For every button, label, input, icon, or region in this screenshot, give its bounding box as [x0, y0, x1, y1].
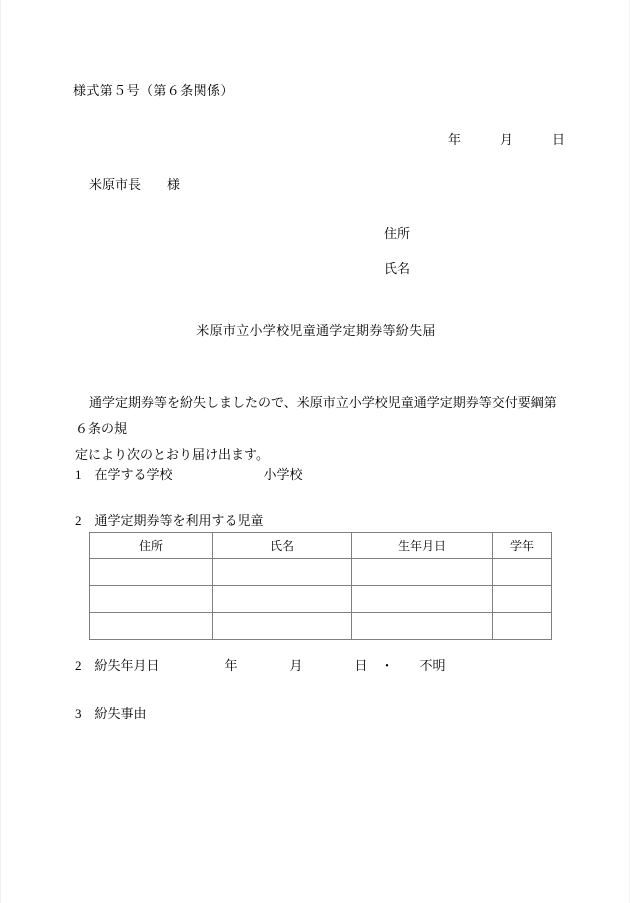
cell-birthdate[interactable] — [352, 613, 493, 640]
item-school: 1 在学する学校 小学校 — [75, 467, 303, 482]
body-paragraph-line-1: 通学定期券等を紛失しましたので、米原市立小学校児童通学定期券等交付要綱第６条の規 — [75, 395, 557, 436]
addressee-line: 米原市長 様 — [89, 177, 181, 192]
table-row — [90, 613, 552, 640]
cell-grade[interactable] — [493, 613, 552, 640]
cell-grade[interactable] — [493, 586, 552, 613]
student-table — [89, 532, 552, 640]
item-loss-reason: 3 紛失事由 — [75, 706, 147, 721]
item-students-heading: 2 通学定期券等を利用する児童 — [75, 513, 264, 528]
cell-address[interactable] — [90, 586, 213, 613]
cell-name[interactable] — [213, 586, 352, 613]
document-title: 米原市立小学校児童通学定期券等紛失届 — [196, 323, 436, 338]
table-row — [90, 586, 552, 613]
table-header-row — [90, 533, 552, 559]
applicant-address-label: 住所 — [384, 226, 411, 241]
item-loss-date: 2 紛失年月日 年 月 日 ・ 不明 — [75, 658, 446, 673]
cell-address[interactable] — [90, 559, 213, 586]
applicant-name-label: 氏名 — [384, 261, 411, 276]
body-paragraph — [75, 390, 561, 468]
cell-birthdate[interactable] — [352, 586, 493, 613]
body-paragraph-line-2: 定により次のとおり届け出ます。 — [75, 447, 269, 462]
cell-name[interactable] — [213, 613, 352, 640]
cell-address[interactable] — [90, 613, 213, 640]
cell-birthdate[interactable] — [352, 559, 493, 586]
cell-grade[interactable] — [493, 559, 552, 586]
form-number-header: 様式第５号（第６条関係） — [73, 83, 234, 98]
table-row — [90, 559, 552, 586]
applicant-block — [384, 223, 410, 293]
column-header-name: 氏名 — [213, 533, 352, 559]
column-header-grade: 学年 — [493, 533, 552, 559]
cell-name[interactable] — [213, 559, 352, 586]
date-line: 年 月 日 — [448, 132, 566, 147]
column-header-birthdate: 生年月日 — [352, 533, 493, 559]
column-header-address: 住所 — [90, 533, 213, 559]
